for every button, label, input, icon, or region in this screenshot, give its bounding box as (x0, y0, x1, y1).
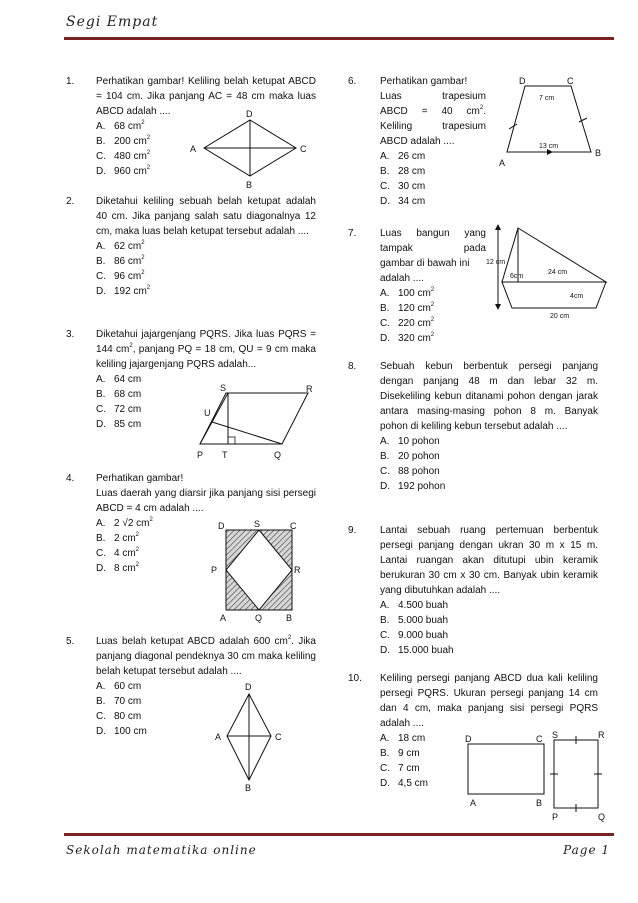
answer-option (380, 331, 486, 346)
option-letter: B. (96, 389, 106, 400)
question-number: 6. (348, 76, 357, 87)
option-letter: A. (96, 121, 106, 132)
label-p: P (552, 812, 559, 822)
option-letter: A. (380, 600, 390, 611)
option-letter: A. (96, 374, 106, 385)
label-side-c: 4cm (570, 293, 584, 300)
option-letter: D. (96, 419, 106, 430)
question-line: Luas bangun yang (380, 228, 486, 239)
answer-option (380, 628, 598, 643)
label-a: A (220, 613, 227, 623)
answer-options (380, 434, 598, 494)
option-value: 9.000 buah (398, 630, 449, 641)
option-value: 100 cm (114, 726, 147, 737)
composite-figure-q7 (488, 222, 618, 322)
option-value: 26 cm (398, 151, 426, 162)
option-exponent: 2 (146, 285, 151, 291)
option-letter: B. (96, 256, 106, 267)
question-number: 8. (348, 361, 357, 372)
label-q: Q (274, 450, 282, 460)
option-value: 120 cm (398, 303, 431, 314)
question-number: 7. (348, 228, 357, 239)
option-exponent: 2 (141, 120, 145, 126)
answer-option (380, 464, 598, 479)
question-line-1: Perhatikan gambar! (96, 473, 184, 484)
option-exponent: 2 (146, 135, 151, 141)
option-value: 62 cm (114, 241, 142, 252)
label-s: S (254, 519, 261, 529)
option-letter: B. (380, 451, 390, 462)
option-value: 64 cm (114, 374, 142, 385)
answer-option (380, 449, 598, 464)
rhombus-figure-q1 (190, 109, 310, 192)
label-b: B (595, 148, 602, 158)
option-letter: C. (380, 466, 390, 477)
label-b: B (245, 783, 252, 793)
option-exponent: 2 (430, 287, 435, 293)
option-letter: A. (96, 681, 106, 692)
option-value: 2 cm (114, 533, 136, 544)
answer-option (380, 613, 598, 628)
option-value: 15.000 buah (398, 645, 454, 656)
rectangles-figure-q10 (460, 730, 620, 830)
question-text: Diketahui keliling sebuah belah ketupat adalah 40 cm. Jika panjang salah satu diagonalnya 12 cm, maka luas belah ketupat tersebut adalah .... (96, 196, 316, 237)
option-value: 86 cm (114, 256, 142, 267)
question-number: 3. (66, 329, 75, 340)
answer-option (96, 269, 316, 284)
question-line: ABCD = 40 $cm^2$. (380, 105, 486, 117)
option-value: 9 cm (398, 748, 420, 759)
option-value: 480 cm (114, 151, 147, 162)
label-r: R (598, 730, 605, 740)
option-value: 5.000 buah (398, 615, 449, 626)
option-value: 7 cm (398, 763, 420, 774)
label-r: R (294, 565, 301, 575)
answer-option (380, 164, 486, 179)
label-d: D (218, 521, 225, 531)
option-letter: C. (96, 151, 106, 162)
label-a: A (215, 732, 222, 742)
label-b: B (246, 180, 253, 190)
answer-option (96, 239, 316, 254)
answer-options (380, 149, 486, 209)
answer-option (96, 284, 316, 299)
answer-option (380, 598, 598, 613)
option-letter: B. (380, 303, 390, 314)
option-value: 72 cm (114, 404, 142, 415)
answer-option (380, 286, 486, 301)
option-letter: A. (380, 733, 390, 744)
option-letter: C. (380, 318, 390, 329)
question-number: 2. (66, 196, 75, 207)
header-rule (64, 37, 614, 40)
footer-rule (64, 833, 614, 836)
option-value: 220 cm (398, 318, 431, 329)
option-letter: D. (380, 645, 390, 656)
option-value: 200 cm (114, 136, 147, 147)
option-letter: B. (96, 696, 106, 707)
answer-options (96, 239, 316, 299)
label-p: P (197, 450, 204, 460)
option-letter: B. (96, 136, 106, 147)
label-a: A (499, 158, 506, 168)
option-value: 8 cm (114, 563, 136, 574)
label-d: D (465, 734, 472, 744)
parallelogram-figure-q3 (197, 383, 320, 463)
question-line: ABCD adalah .... (380, 136, 455, 147)
option-letter: C. (380, 630, 390, 641)
label-b: B (286, 613, 293, 623)
square-figure-q4 (210, 520, 310, 625)
question-text: Sebuah kebun berbentuk persegi panjang dengan panjang 48 m dan lebar 32 m. Disekeliling kebun ditanami pohon dengan jarak antara masing-masing pohon 8 m. Banyak pohon di keliling kebun tersebut adalah .... (380, 361, 598, 432)
option-letter: D. (380, 481, 390, 492)
option-letter: D. (96, 286, 106, 297)
answer-option (96, 372, 316, 387)
answer-option (380, 194, 486, 209)
label-c: C (290, 521, 297, 531)
question-number: 9. (348, 525, 357, 536)
question-text: Lantai sebuah ruang pertemuan berbentuk persegi panjang dengan ukran 30 m x 15 m. Lantai ruangan akan ditutupi ubin keramik berukuran 30 cm x 30 cm. Banyak ubin keramik yang dibutuhkan adalah .... (380, 525, 598, 596)
label-top-length: 7 cm (539, 95, 555, 102)
question-line: Keliling trapesium (380, 121, 486, 132)
answer-option (380, 479, 598, 494)
option-exponent: 2 (430, 332, 435, 338)
option-value: 68 cm (114, 121, 142, 132)
option-letter: B. (380, 166, 390, 177)
option-value: 4 cm (114, 548, 136, 559)
option-exponent: 2 (141, 270, 145, 276)
question-line: adalah .... (380, 273, 424, 284)
option-exponent: 2 (146, 165, 151, 171)
option-value: 68 cm (114, 389, 142, 400)
label-c: C (275, 732, 282, 742)
option-value: 20 pohon (398, 451, 440, 462)
question-text: Luas belah ketupat ABCD adalah 600 $cm^2$. Jika panjang diagonal pendeknya 30 cm maka keliling belah ketupat tersebut adalah .... (96, 635, 316, 677)
option-value: 80 cm (114, 711, 142, 722)
option-value: 4,5 cm (398, 778, 429, 789)
option-exponent: 2 (135, 562, 140, 568)
label-d: D (246, 109, 253, 119)
label-d: D (245, 682, 252, 692)
option-value: 960 cm (114, 166, 147, 177)
label-height: 12 cm (486, 259, 506, 266)
label-b: B (536, 798, 543, 808)
label-bottom-length: 13 cm (539, 143, 559, 150)
answer-option (380, 149, 486, 164)
answer-options (380, 286, 486, 346)
option-value: 70 cm (114, 696, 142, 707)
question-line: Perhatikan gambar! (380, 76, 468, 87)
label-s: S (220, 383, 227, 393)
option-letter: C. (96, 271, 106, 282)
option-letter: B. (380, 748, 390, 759)
option-letter: A. (380, 436, 390, 447)
option-value: 320 cm (398, 333, 431, 344)
option-letter: C. (380, 181, 390, 192)
question-number: 5. (66, 636, 75, 647)
option-letter: B. (380, 615, 390, 626)
question-number: 10. (348, 673, 362, 684)
answer-option (380, 179, 486, 194)
label-c: C (536, 734, 543, 744)
option-exponent: 2 (149, 517, 153, 523)
option-value: 28 cm (398, 166, 426, 177)
label-c: C (300, 144, 307, 154)
option-value: 60 cm (114, 681, 142, 692)
option-value: 34 cm (398, 196, 426, 207)
option-exponent: 2 (430, 302, 435, 308)
option-exponent: 2 (141, 255, 145, 261)
answer-option (96, 254, 316, 269)
option-exponent: 2 (430, 317, 435, 323)
question-text: Keliling persegi panjang ABCD dua kali keliling persegi PQRS. Ukuran persegi panjang 14 cm dan 4 cm, maka panjang sisi persegi PQRS adalah .... (380, 673, 598, 729)
label-s: S (552, 730, 559, 740)
label-p: P (211, 565, 218, 575)
option-value: 192 pohon (398, 481, 446, 492)
footer-page-number: Page 1 (563, 843, 610, 857)
option-value: 192 cm (114, 286, 147, 297)
answer-option (380, 301, 486, 316)
option-letter: D. (96, 166, 106, 177)
label-d: D (519, 76, 526, 86)
label-a: A (470, 798, 477, 808)
option-value: 85 cm (114, 419, 142, 430)
option-value: 2 √2 cm (114, 518, 150, 529)
option-value: 88 pohon (398, 466, 440, 477)
option-letter: C. (96, 548, 106, 559)
page-header-title: Segi Empat (66, 14, 159, 30)
label-t: T (222, 450, 228, 460)
option-value: 30 cm (398, 181, 426, 192)
label-q: Q (255, 613, 263, 623)
option-letter: B. (96, 533, 106, 544)
option-letter: C. (380, 763, 390, 774)
option-value: 100 cm (398, 288, 431, 299)
option-letter: D. (380, 778, 390, 789)
label-u: U (204, 408, 211, 418)
option-value: 96 cm (114, 271, 142, 282)
label-r: R (306, 384, 313, 394)
option-letter: D. (380, 333, 390, 344)
label-c: C (567, 76, 574, 86)
question-line: Luas trapesium (380, 91, 486, 102)
question-line: gambar di bawah ini (380, 258, 470, 269)
option-letter: A. (96, 518, 106, 529)
trapezoid-figure-q6 (495, 74, 615, 174)
option-letter: D. (96, 563, 106, 574)
question-number: 4. (66, 473, 75, 484)
question-number: 1. (66, 76, 75, 87)
label-q: Q (598, 812, 606, 822)
question-text: Perhatikan gambar! Keliling belah ketupat ABCD = 104 cm. Jika panjang AC = 48 cm maka luas ABCD adalah .... (96, 76, 316, 117)
label-a: A (190, 144, 197, 154)
option-letter: D. (380, 196, 390, 207)
option-letter: A. (380, 288, 390, 299)
label-side-a: 6cm (510, 273, 524, 280)
option-letter: A. (96, 241, 106, 252)
option-exponent: 2 (146, 150, 151, 156)
answer-option (380, 643, 598, 658)
option-letter: C. (96, 711, 106, 722)
option-letter: A. (380, 151, 390, 162)
question-line: tampak pada (380, 243, 486, 254)
option-exponent: 2 (135, 547, 140, 553)
option-value: 4.500 buah (398, 600, 449, 611)
answer-option (380, 316, 486, 331)
label-side-b: 24 cm (548, 269, 568, 276)
option-exponent: 2 (141, 240, 145, 246)
question-text: Luas daerah yang diarsir jika panjang sisi persegi ABCD = 4 cm adalah .... (96, 488, 316, 514)
answer-options (380, 598, 598, 658)
option-value: 10 pohon (398, 436, 440, 447)
rhombus-figure-q5 (215, 680, 305, 795)
question-text: Diketahui jajargenjang PQRS. Jika luas PQRS = 144 $cm^2$, panjang PQ = 18 cm, QU = 9 cm maka keliling jajargenjang PQRS adalah... (96, 329, 316, 370)
option-exponent: 2 (135, 532, 140, 538)
footer-site-name: Sekolah matematika online (66, 843, 257, 857)
option-letter: C. (96, 404, 106, 415)
label-side-d: 20 cm (550, 313, 570, 320)
option-letter: D. (96, 726, 106, 737)
option-value: 18 cm (398, 733, 426, 744)
answer-option (380, 434, 598, 449)
